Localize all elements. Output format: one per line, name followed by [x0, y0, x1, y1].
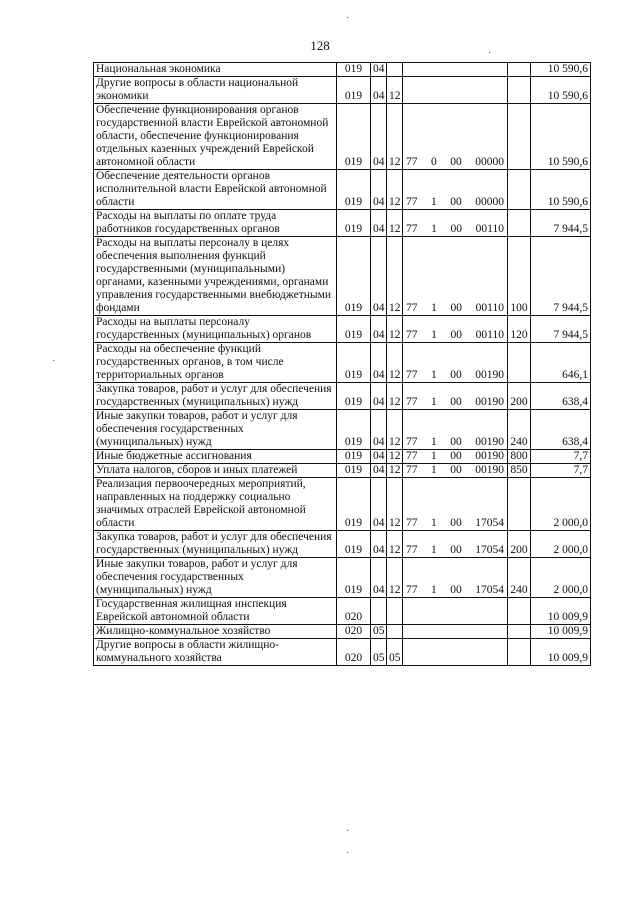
target-article-part: 00: [450, 450, 462, 462]
expense-type-cell: [508, 639, 531, 666]
subsection-code-cell: 12: [387, 170, 403, 210]
section-code-cell: 04: [371, 316, 387, 343]
target-article-part: 1: [431, 464, 437, 476]
target-article-part: 00110: [475, 223, 504, 235]
amount-cell: 7 944,5: [531, 237, 591, 316]
section-code-cell: 04: [371, 464, 387, 478]
amount-cell: 10 009,9: [531, 639, 591, 666]
amount-cell: 10 590,6: [531, 77, 591, 104]
table-row: [94, 531, 591, 558]
target-article-cell: [403, 63, 508, 77]
subsection-code-cell: 12: [387, 478, 403, 531]
subsection-code-cell: 12: [387, 464, 403, 478]
target-article-cell: [403, 625, 508, 639]
target-article-cell: [403, 598, 508, 625]
table-row: [94, 170, 591, 210]
target-article-part: 77: [406, 436, 418, 448]
ministry-code-cell: 019: [337, 410, 371, 450]
target-article-parts: [405, 396, 505, 409]
ministry-code-cell: 019: [337, 558, 371, 598]
target-article-part: 00: [450, 436, 462, 448]
target-article-cell: [403, 383, 508, 410]
target-article-parts: [405, 329, 505, 342]
expense-type-cell: [508, 77, 531, 104]
expense-type-cell: 200: [508, 531, 531, 558]
target-article-part: 1: [431, 196, 437, 208]
table-row: [94, 343, 591, 383]
target-article-part: 17054: [475, 517, 504, 529]
target-article-cell: [403, 170, 508, 210]
ministry-code-cell: 020: [337, 625, 371, 639]
target-article-cell: [403, 478, 508, 531]
expense-name-cell: Обеспечение функционирования органов государственной власти Еврейской автономной области, обеспечение функционирования отдельных казенных учреждений Еврейской автономной области: [94, 104, 337, 170]
subsection-code-cell: [387, 625, 403, 639]
target-article-part: 00110: [475, 302, 504, 314]
section-code-cell: 04: [371, 383, 387, 410]
ministry-code-cell: 019: [337, 531, 371, 558]
expense-type-cell: [508, 104, 531, 170]
section-code-cell: 04: [371, 210, 387, 237]
target-article-part: 00: [450, 517, 462, 529]
subsection-code-cell: [387, 598, 403, 625]
target-article-part: 1: [431, 223, 437, 235]
target-article-part: 77: [406, 544, 418, 556]
target-article-part: 00110: [475, 329, 504, 341]
table-row: [94, 383, 591, 410]
section-code-cell: 04: [371, 410, 387, 450]
expense-name-cell: Национальная экономика: [94, 63, 337, 77]
target-article-part: 0: [431, 156, 437, 168]
target-article-part: 77: [406, 517, 418, 529]
section-code-cell: 04: [371, 63, 387, 77]
subsection-code-cell: 12: [387, 410, 403, 450]
subsection-code-cell: 12: [387, 210, 403, 237]
target-article-parts: [405, 223, 505, 236]
amount-cell: 10 590,6: [531, 104, 591, 170]
ministry-code-cell: 020: [337, 639, 371, 666]
target-article-part: 77: [406, 223, 418, 235]
target-article-cell: [403, 558, 508, 598]
target-article-part: 00: [450, 156, 462, 168]
expense-type-cell: [508, 598, 531, 625]
subsection-code-cell: 12: [387, 237, 403, 316]
target-article-part: 00190: [475, 464, 504, 476]
subsection-code-cell: 12: [387, 450, 403, 464]
ministry-code-cell: 019: [337, 63, 371, 77]
expense-type-cell: 120: [508, 316, 531, 343]
section-code-cell: 04: [371, 343, 387, 383]
subsection-code-cell: 12: [387, 343, 403, 383]
subsection-code-cell: 12: [387, 558, 403, 598]
target-article-part: 1: [431, 302, 437, 314]
target-article-cell: [403, 104, 508, 170]
expense-name-cell: Жилищно-коммунальное хозяйство: [94, 625, 337, 639]
target-article-cell: [403, 639, 508, 666]
target-article-part: 00: [450, 584, 462, 596]
section-code-cell: 04: [371, 170, 387, 210]
ministry-code-cell: 019: [337, 464, 371, 478]
expense-type-cell: 800: [508, 450, 531, 464]
target-article-part: 00: [450, 196, 462, 208]
target-article-cell: [403, 410, 508, 450]
table-row: [94, 237, 591, 316]
expense-name-cell: Расходы на выплаты по оплате труда работников государственных органов: [94, 210, 337, 237]
amount-cell: 638,4: [531, 383, 591, 410]
target-article-parts: [405, 196, 505, 209]
table-row: [94, 316, 591, 343]
expense-type-cell: 240: [508, 410, 531, 450]
expense-name-cell: Расходы на выплаты персоналу государственных (муниципальных) органов: [94, 316, 337, 343]
amount-cell: 2 000,0: [531, 558, 591, 598]
target-article-part: 00: [450, 302, 463, 314]
target-article-part: 77: [406, 329, 418, 341]
table-row: [94, 210, 591, 237]
expense-name-cell: Закупка товаров, работ и услуг для обеспечения государственных (муниципальных) нужд: [94, 531, 337, 558]
target-article-parts: [405, 369, 505, 382]
target-article-part: 77: [406, 369, 418, 381]
ministry-code-cell: 019: [337, 77, 371, 104]
expense-type-cell: [508, 170, 531, 210]
target-article-part: 1: [431, 396, 437, 408]
table-row: [94, 77, 591, 104]
target-article-part: 00: [450, 329, 463, 341]
target-article-parts: [405, 436, 505, 449]
subsection-code-cell: 12: [387, 104, 403, 170]
scan-speck: ·: [52, 356, 56, 367]
subsection-code-cell: 12: [387, 383, 403, 410]
table-row: [94, 410, 591, 450]
expense-type-cell: [508, 625, 531, 639]
ministry-code-cell: 020: [337, 598, 371, 625]
expense-type-cell: [508, 343, 531, 383]
target-article-part: 1: [431, 329, 437, 341]
section-code-cell: 04: [371, 531, 387, 558]
table-row: [94, 625, 591, 639]
target-article-part: 00190: [475, 396, 504, 408]
expense-name-cell: Уплата налогов, сборов и иных платежей: [94, 464, 337, 478]
subsection-code-cell: 12: [387, 316, 403, 343]
expense-type-cell: [508, 478, 531, 531]
section-code-cell: [371, 598, 387, 625]
expense-type-cell: [508, 210, 531, 237]
amount-cell: 2 000,0: [531, 478, 591, 531]
target-article-cell: [403, 316, 508, 343]
amount-cell: 10 590,6: [531, 170, 591, 210]
target-article-parts: [405, 464, 505, 477]
subsection-code-cell: 05: [387, 639, 403, 666]
target-article-part: 00000: [475, 156, 504, 168]
expense-name-cell: Иные закупки товаров, работ и услуг для обеспечения государственных (муниципальных) нужд: [94, 410, 337, 450]
subsection-code-cell: [387, 63, 403, 77]
target-article-part: 77: [406, 156, 418, 168]
expense-name-cell: Государственная жилищная инспекция Еврейской автономной области: [94, 598, 337, 625]
target-article-part: 1: [431, 450, 437, 462]
ministry-code-cell: 019: [337, 343, 371, 383]
budget-table: [93, 62, 591, 666]
target-article-cell: [403, 237, 508, 316]
expense-name-cell: Реализация первоочередных мероприятий, направленных на поддержку социально значимых отраслей Еврейской автономной области: [94, 478, 337, 531]
target-article-part: 1: [431, 544, 437, 556]
target-article-part: 00190: [475, 369, 504, 381]
target-article-part: 77: [406, 396, 418, 408]
table-row: [94, 450, 591, 464]
expense-type-cell: 200: [508, 383, 531, 410]
target-article-part: 77: [406, 464, 418, 476]
expense-name-cell: Иные закупки товаров, работ и услуг для обеспечения государственных (муниципальных) нужд: [94, 558, 337, 598]
target-article-part: 00: [450, 223, 463, 235]
target-article-cell: [403, 343, 508, 383]
page-number: 128: [310, 38, 330, 53]
amount-cell: 10 009,9: [531, 625, 591, 639]
expense-name-cell: Обеспечение деятельности органов исполнительной власти Еврейской автономной области: [94, 170, 337, 210]
expense-name-cell: Закупка товаров, работ и услуг для обеспечения государственных (муниципальных) нужд: [94, 383, 337, 410]
expense-type-cell: 850: [508, 464, 531, 478]
target-article-part: 1: [431, 369, 437, 381]
expense-type-cell: 240: [508, 558, 531, 598]
target-article-part: 77: [406, 196, 418, 208]
table-row: [94, 478, 591, 531]
amount-cell: 10 009,9: [531, 598, 591, 625]
amount-cell: 646,1: [531, 343, 591, 383]
expense-name-cell: Расходы на обеспечение функций государственных органов, в том числе территориальных органов: [94, 343, 337, 383]
target-article-part: 00: [450, 464, 462, 476]
target-article-parts: [405, 450, 505, 463]
table-row: [94, 558, 591, 598]
ministry-code-cell: 019: [337, 316, 371, 343]
table-row: [94, 104, 591, 170]
target-article-part: 00000: [475, 196, 504, 208]
section-code-cell: 04: [371, 478, 387, 531]
scan-speck: ·: [488, 48, 492, 59]
amount-cell: 638,4: [531, 410, 591, 450]
target-article-cell: [403, 531, 508, 558]
ministry-code-cell: 019: [337, 104, 371, 170]
ministry-code-cell: 019: [337, 237, 371, 316]
target-article-part: 00190: [475, 450, 504, 462]
amount-cell: 7 944,5: [531, 316, 591, 343]
target-article-part: 00: [450, 396, 462, 408]
expense-name-cell: Другие вопросы в области национальной экономики: [94, 77, 337, 104]
target-article-part: 77: [406, 584, 418, 596]
target-article-cell: [403, 77, 508, 104]
scan-speck: ·: [346, 826, 350, 837]
target-article-part: 00: [450, 544, 462, 556]
target-article-part: 00190: [475, 436, 504, 448]
ministry-code-cell: 019: [337, 210, 371, 237]
target-article-part: 17054: [475, 544, 504, 556]
table-row: [94, 464, 591, 478]
target-article-parts: [405, 302, 505, 315]
target-article-part: 77: [406, 302, 418, 314]
subsection-code-cell: 12: [387, 77, 403, 104]
expense-type-cell: [508, 63, 531, 77]
amount-cell: 7,7: [531, 464, 591, 478]
amount-cell: 7,7: [531, 450, 591, 464]
target-article-part: 00: [450, 369, 462, 381]
scan-speck: ·: [346, 848, 350, 859]
subsection-code-cell: 12: [387, 531, 403, 558]
expense-name-cell: Иные бюджетные ассигнования: [94, 450, 337, 464]
section-code-cell: 05: [371, 625, 387, 639]
table-row: [94, 639, 591, 666]
section-code-cell: 04: [371, 237, 387, 316]
target-article-cell: [403, 464, 508, 478]
amount-cell: 2 000,0: [531, 531, 591, 558]
target-article-cell: [403, 210, 508, 237]
ministry-code-cell: 019: [337, 383, 371, 410]
section-code-cell: 04: [371, 77, 387, 104]
target-article-part: 1: [431, 517, 437, 529]
amount-cell: 7 944,5: [531, 210, 591, 237]
section-code-cell: 04: [371, 558, 387, 598]
target-article-parts: [405, 584, 505, 597]
amount-cell: 10 590,6: [531, 63, 591, 77]
target-article-part: 1: [431, 584, 437, 596]
ministry-code-cell: 019: [337, 170, 371, 210]
target-article-parts: [405, 156, 505, 169]
target-article-parts: [405, 517, 505, 530]
target-article-parts: [405, 544, 505, 557]
scan-speck: ·: [346, 13, 350, 24]
expense-name-cell: Другие вопросы в области жилищно-коммунального хозяйства: [94, 639, 337, 666]
section-code-cell: 04: [371, 104, 387, 170]
target-article-cell: [403, 450, 508, 464]
target-article-part: 77: [406, 450, 418, 462]
table-row: [94, 63, 591, 77]
ministry-code-cell: 019: [337, 450, 371, 464]
section-code-cell: 04: [371, 450, 387, 464]
expense-name-cell: Расходы на выплаты персоналу в целях обеспечения выполнения функций государственными (муниципальными) органами, казенными учреждениями, органами управления государственными внебюджетными фондами: [94, 237, 337, 316]
expense-type-cell: 100: [508, 237, 531, 316]
target-article-part: 1: [431, 436, 437, 448]
target-article-part: 17054: [475, 584, 504, 596]
section-code-cell: 05: [371, 639, 387, 666]
ministry-code-cell: 019: [337, 478, 371, 531]
table-row: [94, 598, 591, 625]
